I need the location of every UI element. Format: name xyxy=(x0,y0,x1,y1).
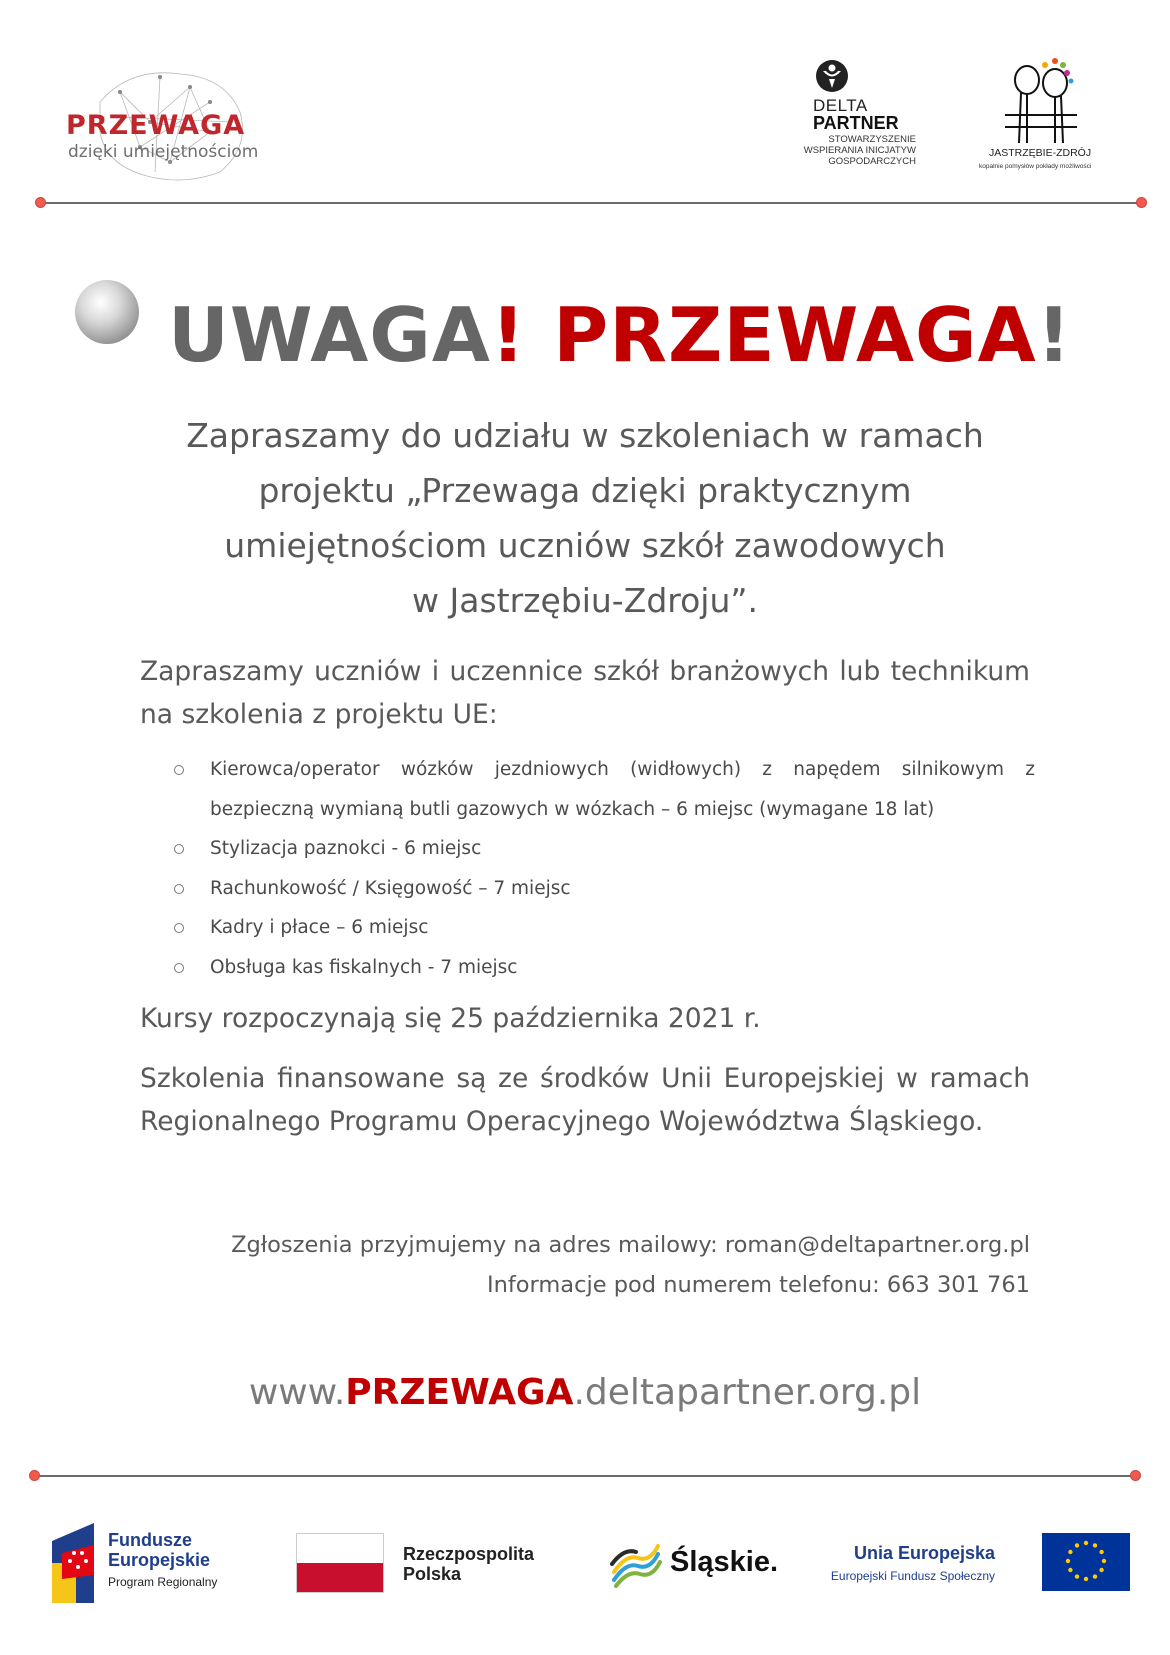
list-bullet-icon xyxy=(174,923,184,933)
list-bullet-icon xyxy=(174,884,184,894)
website-highlight: PRZEWAGA xyxy=(345,1372,574,1413)
course-item-text: Obsługa kas fiskalnych - 7 miejsc xyxy=(210,956,518,978)
intro-line-1: Zapraszamy do udziału w szkoleniach w ramach xyxy=(186,416,984,455)
delta-person-icon xyxy=(814,58,850,94)
delta-logo-name-line1: DELTA xyxy=(813,96,868,115)
eu-flag-icon xyxy=(1042,1533,1130,1591)
contact-email-line[interactable]: Zgłoszenia przyjmujemy na adres mailowy: roman@deltapartner.org.pl xyxy=(231,1232,1030,1258)
course-item-text: Stylizacja paznokci - 6 miejsc xyxy=(210,838,482,859)
course-item-text: Kierowca/operator wózków jezdniowych (widłowych) z napędem silnikowym z bezpieczną wymianą butli gazowych w wózkach – 6 miejsc (wymagane 18 lat) xyxy=(210,759,1035,820)
przewaga-logo-subtitle: dzięki umiejętnościom xyxy=(68,142,259,162)
divider-dot-left xyxy=(35,197,46,208)
pl-logo-line2: Polska xyxy=(403,1564,462,1584)
website-link[interactable] xyxy=(0,1372,1170,1413)
bottom-divider xyxy=(34,1475,1136,1477)
course-item-text: Kadry i płace – 6 miejsc xyxy=(210,917,429,938)
start-date-text: Kursy rozpoczynają się 25 października 2021 r. xyxy=(140,1003,761,1034)
delta-logo-name-line2: PARTNER xyxy=(813,113,899,133)
slaskie-waves-icon xyxy=(608,1540,664,1590)
delta-partner-logo xyxy=(800,58,930,178)
fundusze-europejskie-icon xyxy=(52,1523,96,1603)
intro-text xyxy=(140,408,1030,628)
course-item xyxy=(170,869,1035,909)
headline-sphere-icon xyxy=(75,280,139,344)
fe-logo-line3: Program Regionalny xyxy=(108,1575,218,1589)
headline-part1: UWAGA xyxy=(168,291,491,379)
eu-logo-line2: Europejski Fundusz Społeczny xyxy=(830,1569,995,1583)
contact-phone-line: Informacje pod numerem telefonu: 663 301 761 xyxy=(486,1272,1030,1298)
divider-dot-right xyxy=(1136,197,1147,208)
contact-block xyxy=(140,1225,1030,1305)
fe-logo-line1: Fundusze xyxy=(108,1530,192,1550)
przewaga-logo xyxy=(60,62,265,192)
course-item xyxy=(170,829,1035,869)
jastrzebie-zdroj-logo xyxy=(975,55,1110,180)
course-item xyxy=(170,750,1035,829)
jastrzebie-trees-icon xyxy=(997,55,1087,145)
funding-text: Szkolenia finansowane są ze środków Unii Europejskiej w ramach Regionalnego Programu Operacyjnego Województwa Śląskiego. xyxy=(140,1063,1030,1137)
delta-logo-subtitle: STOWARZYSZENIE WSPIERANIA INICJATYW GOSPODARCZYCH xyxy=(803,134,916,167)
top-divider xyxy=(40,202,1142,204)
pl-logo-line1: Rzeczpospolita xyxy=(403,1544,535,1564)
headline-exclamation-2: ! xyxy=(1036,291,1072,379)
fe-logo-line2: Europejskie xyxy=(108,1550,211,1570)
invite-paragraph: Zapraszamy uczniów i uczennice szkół branżowych lub technikum na szkolenia z projektu UE: xyxy=(140,656,1030,730)
course-item-text: Rachunkowość / Księgowość – 7 miejsc xyxy=(210,877,571,899)
polish-flag-icon xyxy=(296,1533,384,1593)
unia-europejska-logo xyxy=(830,1533,1130,1603)
jastrzebie-logo-tagline: kopalnie pomysłów pokłady możliwości xyxy=(979,163,1092,170)
course-item xyxy=(170,908,1035,948)
headline-part2: PRZEWAGA xyxy=(553,291,1037,379)
intro-line-2: projektu „Przewaga dzięki praktycznym xyxy=(258,471,912,510)
slaskie-name: Śląskie. xyxy=(670,1546,779,1578)
headline-exclamation-1: ! xyxy=(490,291,527,379)
course-list xyxy=(170,750,1035,987)
website-prefix: www. xyxy=(248,1372,346,1413)
slaskie-logo xyxy=(608,1540,788,1600)
list-bullet-icon xyxy=(174,765,184,775)
divider-dot-left xyxy=(29,1470,40,1481)
jastrzebie-logo-name: JASTRZĘBIE-ZDRÓJ xyxy=(989,147,1092,159)
list-bullet-icon xyxy=(174,844,184,854)
intro-line-3: umiejętnościom uczniów szkół zawodowych xyxy=(224,526,946,565)
course-item xyxy=(170,948,1035,988)
fundusze-europejskie-logo xyxy=(52,1523,252,1603)
przewaga-logo-title: PRZEWAGA xyxy=(66,110,246,141)
intro-line-4: w Jastrzębiu-Zdroju”. xyxy=(412,581,758,620)
headline xyxy=(168,290,1072,380)
rzeczpospolita-polska-logo xyxy=(296,1533,556,1603)
list-bullet-icon xyxy=(174,963,184,973)
eu-logo-line1: Unia Europejska xyxy=(853,1543,995,1563)
divider-dot-right xyxy=(1130,1470,1141,1481)
website-suffix: .deltapartner.org.pl xyxy=(573,1372,922,1413)
